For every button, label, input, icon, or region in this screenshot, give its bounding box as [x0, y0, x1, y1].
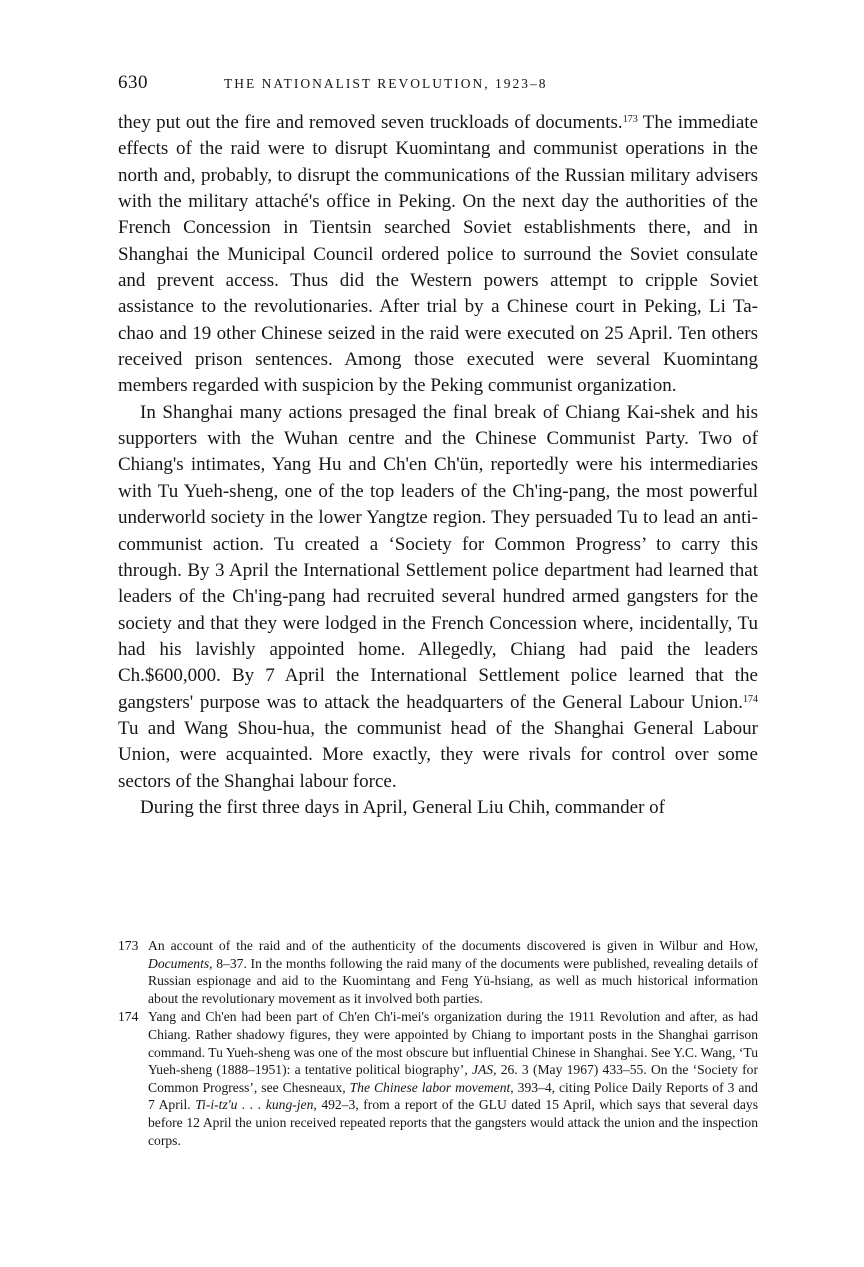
footnote-italic-title: The Chinese labor movement [349, 1079, 511, 1095]
footnote-number: 174 [118, 1009, 139, 1025]
running-head [118, 72, 758, 100]
page [118, 72, 758, 821]
footnote-text-part: , 492–3, from a report of the GLU dated 15 April, which says that several days before 12 April the union received repeated reports that the gangsters would attack the union and the inspection corps. [148, 1097, 758, 1148]
footnote-text-part: , 8–37. In the months following the raid many of the documents were published, revealing details of Russian espionage and aid to the Kuomintang and Feng Yü-hsiang, as well as much historical information about the revolutionary movement as it involved both parties. [148, 955, 758, 1006]
footnote-italic-title: Documents [148, 955, 210, 971]
paragraph-3: During the first three days in April, General Liu Chih, commander of [140, 796, 666, 818]
body-text [118, 110, 758, 821]
footnote-text [148, 1008, 758, 1149]
footnotes [118, 937, 758, 1150]
running-title: THE NATIONALIST REVOLUTION, 1923–8 [224, 76, 548, 91]
footnote-text-part: , 393–4, citing Police Daily Reports of 3 and 7 April. [148, 1079, 758, 1113]
paragraph-1-text-a: they put out the fire and removed seven truckloads of documents. [118, 112, 623, 133]
footnote-ref-174[interactable]: 174 [743, 693, 758, 705]
paragraph-2 [118, 400, 758, 795]
paragraph-2-text-a: In Shanghai many actions presaged the final break of Chiang Kai-shek and his supporters with the Wuhan centre and the Chinese Communist Party. Two of Chiang's intimates, Yang Hu and Ch'en Ch'ün, reportedly were his intermediaries with Tu Yueh-sheng, one of the top leaders of the Ch'ing-pang, the most powerful underworld society in the lower Yangtze region. They persuaded Tu to lead an anti-communist action. Tu created a ‘Society for Common Progress’ to carry this through. By 3 April the International Settlement police department had learned that leaders of the Ch'ing-pang had recruited several hundred armed gangsters for the society and that they were lodged in the French Concession where, incidentally, Tu had his lavishly appointed home. Allegedly, Chiang had paid the leaders Ch.$600,000. By 7 April the International Settlement police learned that the gangsters' purpose was to attack the headquarters of the General Labour Union. [118, 401, 758, 713]
footnote-173 [118, 937, 758, 1007]
footnote-text-part: An account of the raid and of the authenticity of the documents discovered is given in Wilbur and How, [148, 938, 758, 953]
footnote-ref-173[interactable]: 173 [622, 114, 638, 125]
footnote-text-part: Yang and Ch'en had been part of Ch'en Ch'i-mei's organization during the 1911 Revolution and after, as had Chiang. Rather shadowy figures, they were appointed by Chiang to important posts in the Shanghai garrison command. Tu Yueh-sheng was one of the most obscure but influential Chinese in Shanghai. See Y.C. Wang, ‘Tu Yueh-sheng (1888–1951): a tentative political biography’, [148, 1009, 758, 1078]
page-number: 630 [118, 72, 148, 93]
paragraph-1-text-b: The immediate effects of the raid were to disrupt Kuomintang and communist operations in the north and, probably, to disrupt the communications of the Russian military advisers with the military attaché's office in Peking. On the next day the authorities of the French Concession in Tientsin searched Soviet establishments there, and in Shanghai the Municipal Council ordered police to surround the Soviet consulate and prevent access. Thus did the Western powers attempt to cripple Soviet assistance to the revolutionaries. After trial by a Chinese court in Peking, Li Ta-chao and 19 other Chinese seized in the raid were executed on 25 April. Ten others received prison sentences. Among those executed were several Kuomintang members regarded with suspicion by the Peking communist organization. [118, 112, 759, 397]
footnote-italic-title: JAS [471, 1062, 494, 1078]
footnote-text-part: , 26. 3 (May 1967) 433–55. On the ‘Society for Common Progress’, see Chesneaux, [148, 1062, 758, 1095]
footnote-number: 173 [118, 938, 139, 953]
paragraph-2-text-b: Tu and Wang Shou-hua, the communist head of the Shanghai General Labour Union, were acquainted. More exactly, they were rivals for control over some sectors of the Shanghai labour force. [118, 717, 758, 792]
paragraph-1 [118, 110, 758, 400]
footnote-italic-title: Ti-i-tz'u . . . kung-jen [195, 1097, 314, 1113]
footnote-174 [118, 1008, 758, 1149]
footnote-text [148, 937, 758, 1007]
